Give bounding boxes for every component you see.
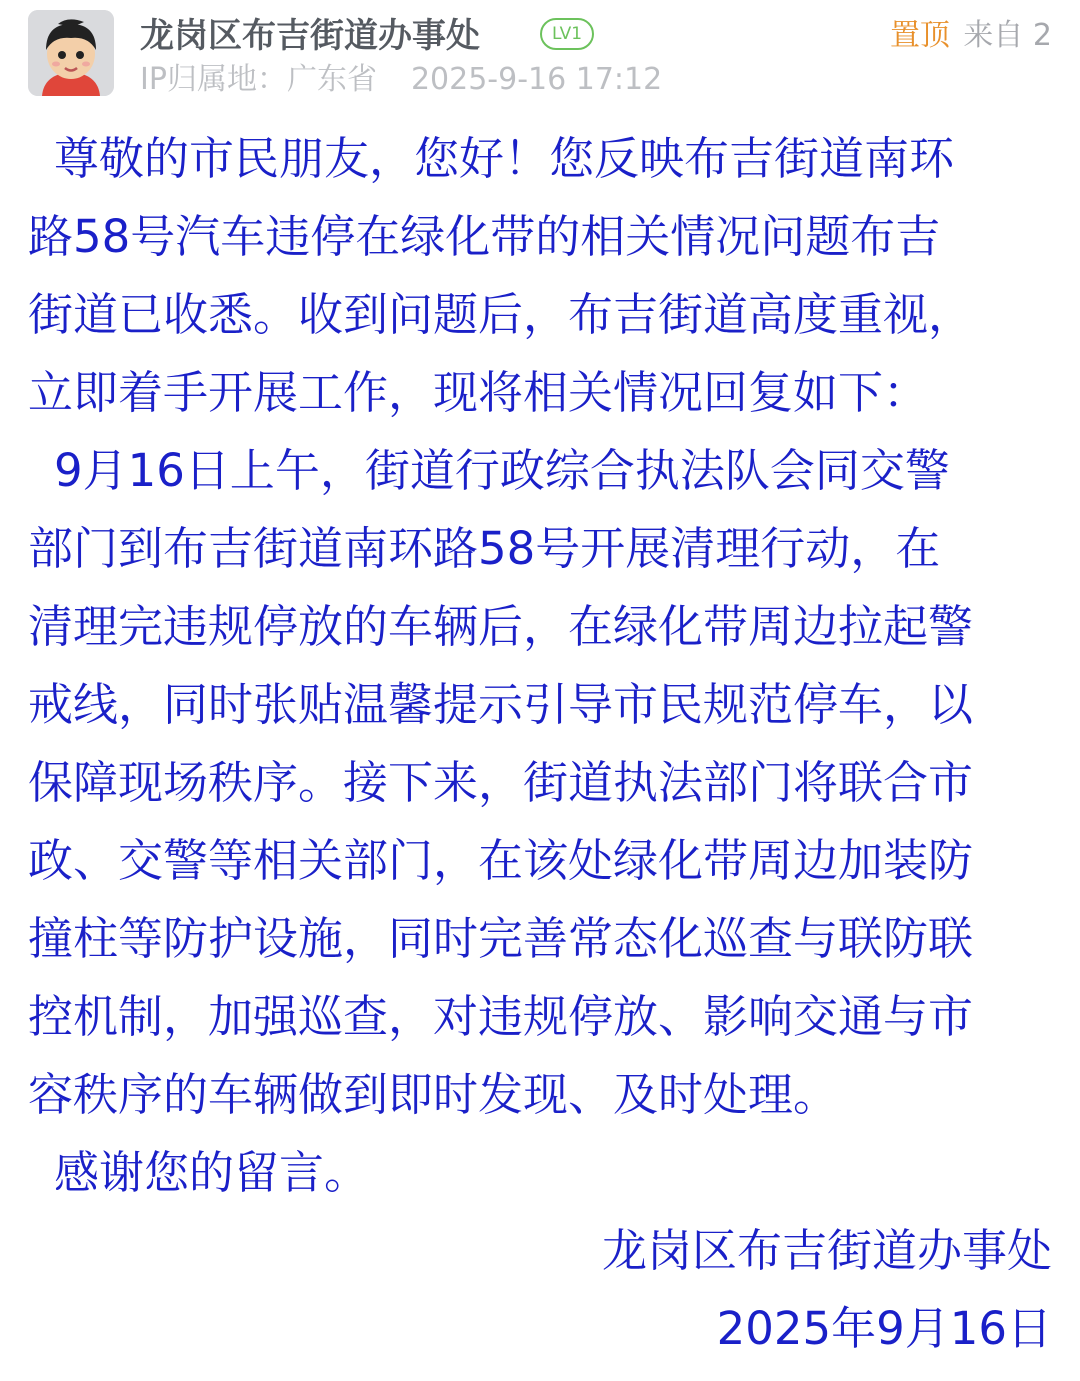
pinned-label: 置顶 [890,18,950,53]
thanks-line: 感谢您的留言。 [54,1146,370,1199]
reply-body [28,120,1058,1212]
body-line: 撞柱等防护设施，同时完善常态化巡查与联防联 [28,912,974,965]
post-meta [140,60,662,100]
body-line: 控机制，加强巡查，对违规停放、影响交通与市 [28,990,974,1043]
signature-date: 2025年9月16日 [716,1302,1052,1355]
body-line: 部门到布吉街道南环路58号开展清理行动，在 [28,522,941,575]
body-line: 街道已收悉。收到问题后，布吉街道高度重视， [28,288,974,341]
body-line: 路58号汽车违停在绿化带的相关情况问题布吉 [28,210,941,263]
source-label[interactable]: 来自 2 [963,18,1052,53]
cartoon-child-avatar-icon [28,10,114,96]
signature-org: 龙岗区布吉街道办事处 [601,1224,1052,1277]
post-header [0,0,1080,110]
body-line: 政、交警等相关部门，在该处绿化带周边加装防 [28,834,974,887]
post-timestamp: 2025-9-16 17:12 [410,62,663,97]
avatar[interactable] [28,10,114,96]
body-line: 立即着手开展工作，现将相关情况回复如下： [28,366,929,419]
ip-location: IP归属地：广东省 [140,62,377,97]
body-line: 9月16日上午，街道行政综合执法队会同交警 [54,444,950,497]
author-name[interactable]: 龙岗区布吉街道办事处 [140,16,480,56]
body-line: 保障现场秩序。接下来，街道执法部门将联合市 [28,756,974,809]
body-line: 戒线，同时张贴温馨提示引导市民规范停车，以 [28,678,974,731]
level-badge: LV1 [540,18,594,50]
body-line: 清理完违规停放的车辆后，在绿化带周边拉起警 [28,600,974,653]
body-line: 尊敬的市民朋友，您好！您反映布吉街道南环 [54,132,955,185]
body-line: 容秩序的车辆做到即时发现、及时处理。 [28,1068,839,1121]
